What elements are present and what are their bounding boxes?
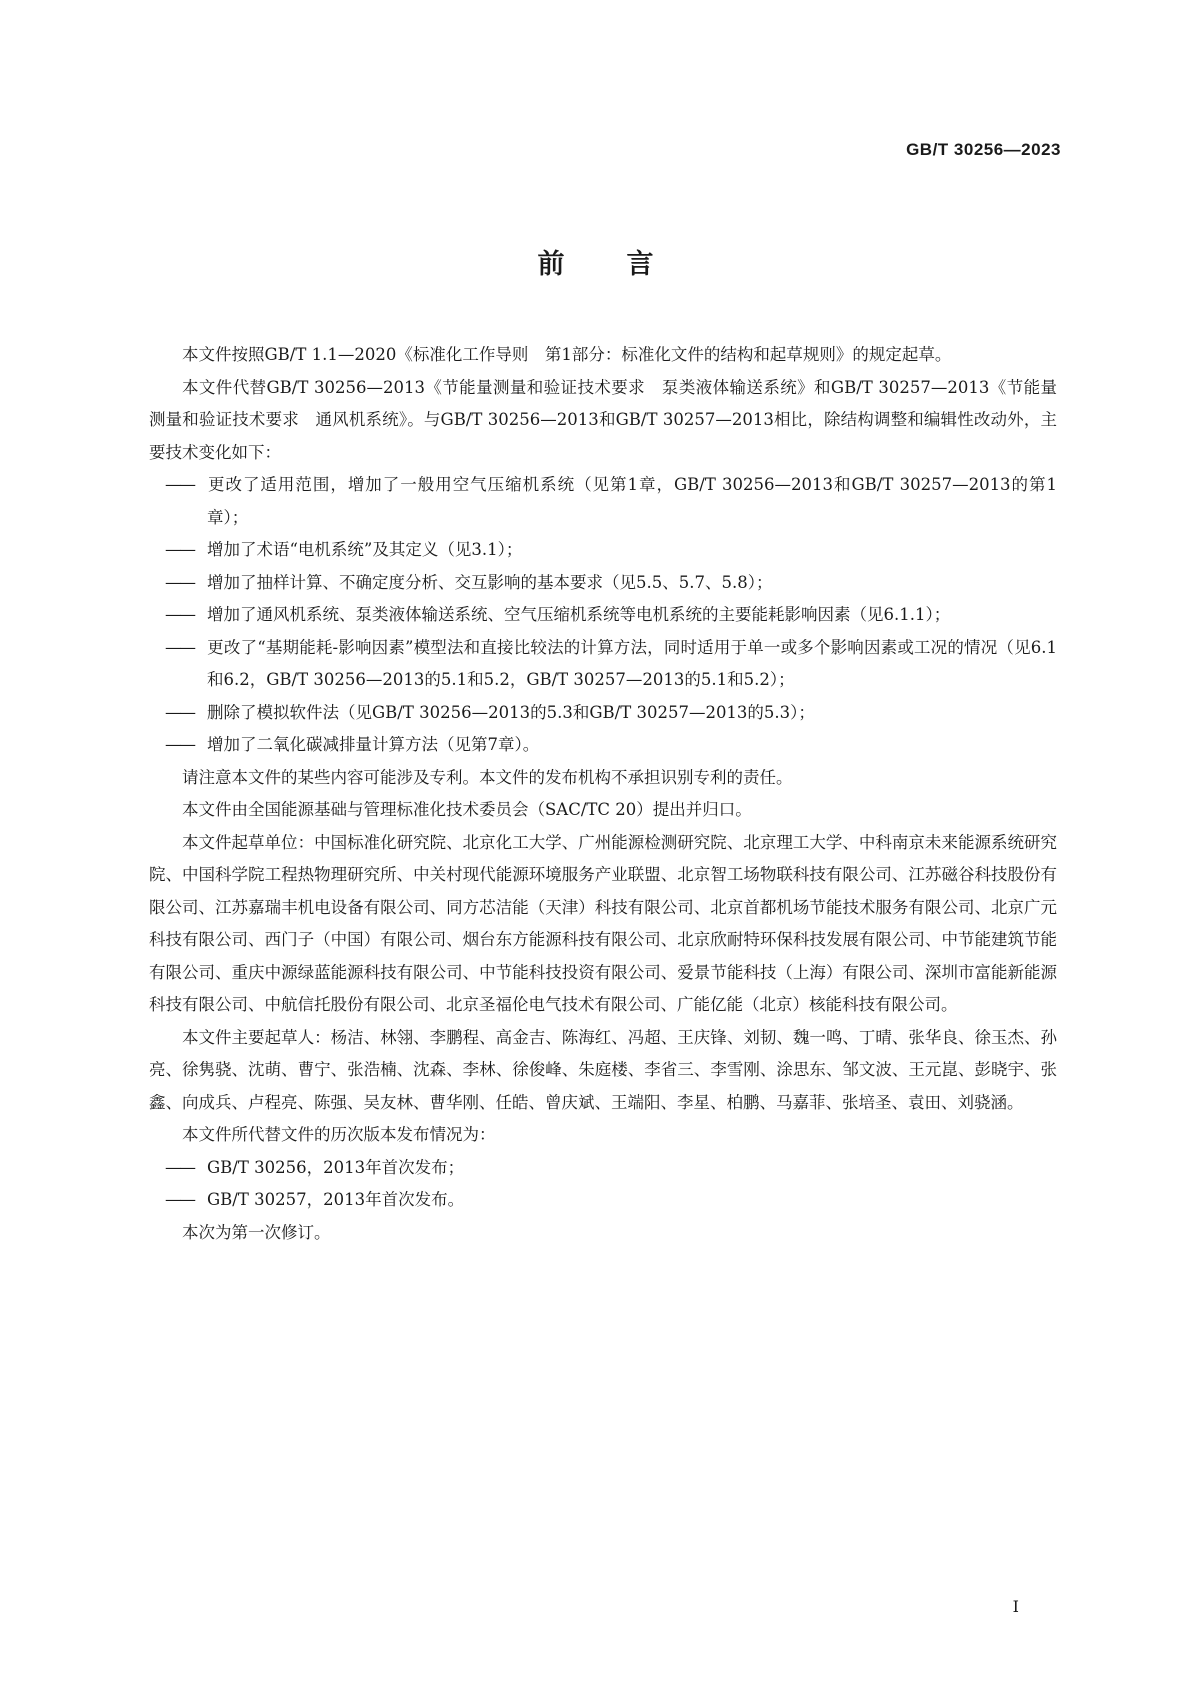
paragraph-drafting-rules: 本文件按照GB/T 1.1—2020《标准化工作导则 第1部分：标准化文件的结构和起草规则》的规定起草。: [182, 345, 952, 364]
change-item: —— 增加了抽样计算、不确定度分析、交互影响的基本要求（见5.5、5.7、5.8）；: [149, 567, 1057, 600]
page-number: Ⅰ: [1012, 1597, 1019, 1616]
change-item: —— 增加了通风机系统、泵类液体输送系统、空气压缩机系统等电机系统的主要能耗影响因素（见6.1.1）；: [149, 599, 1057, 632]
change-item: —— 更改了适用范围，增加了一般用空气压缩机系统（见第1章，GB/T 30256—2013和GB/T 30257—2013的第1章）；: [149, 469, 1057, 534]
paragraph-history-intro: 本文件所代替文件的历次版本发布情况为：: [182, 1125, 496, 1144]
change-item: —— 更改了“基期能耗-影响因素”模型法和直接比较法的计算方法，同时适用于单一或多个影响因素或工况的情况（见6.1和6.2，GB/T 30256—2013的5.1和5.2，GB/T 30257—2013的5.1和5.2）；: [149, 632, 1057, 697]
history-item: —— GB/T 30256，2013年首次发布；: [149, 1152, 1057, 1185]
standard-code: GB/T 30256—2023: [906, 140, 1061, 159]
foreword-body: [149, 339, 1057, 1249]
dash-mark: ——: [165, 572, 194, 592]
paragraph-patent-notice: 请注意本文件的某些内容可能涉及专利。本文件的发布机构不承担识别专利的责任。: [182, 767, 793, 787]
dash-mark: ——: [165, 637, 194, 657]
dash-mark: ——: [165, 702, 194, 722]
paragraph-revision-note: 本次为第一次修订。: [182, 1222, 331, 1242]
paragraph-drafting-units: 本文件起草单位：中国标准化研究院、北京化工大学、广州能源检测研究院、北京理工大学、中科南京未来能源系统研究院、中国科学院工程热物理研究所、中关村现代能源环境服务产业联盟、北京智工场物联科技有限公司、江苏磁谷科技股份有限公司、江苏嘉瑞丰机电设备有限公司、同方芯洁能（天津）科技有限公司、北京首都机场节能技术服务有限公司、北京广元科技有限公司、西门子（中国）有限公司、烟台东方能源科技有限公司、北京欣耐特环保科技发展有限公司、中节能建筑节能有限公司、重庆中源绿蓝能源科技有限公司、中节能科技投资有限公司、爱景节能科技（上海）有限公司、深圳市富能新能源科技有限公司、中航信托股份有限公司、北京圣福伦电气技术有限公司、广能亿能（北京）核能科技有限公司。: [149, 832, 1057, 1014]
dash-mark: ——: [165, 1190, 194, 1209]
dash-mark: ——: [165, 1157, 194, 1177]
dash-mark: ——: [165, 540, 194, 559]
dash-mark: ——: [165, 605, 194, 624]
dash-mark: ——: [165, 735, 194, 754]
dash-mark: ——: [165, 475, 194, 494]
change-item: —— 增加了二氧化碳减排量计算方法（见第7章）。: [149, 729, 1057, 762]
paragraph-replaces: 本文件代替GB/T 30256—2013《节能量测量和验证技术要求 泵类液体输送系统》和GB/T 30257—2013《节能量测量和验证技术要求 通风机系统》。与GB/T 30256—2013和GB/T 30257—2013相比，除结构调整和编辑性改动外，主要技术变化如下：: [149, 377, 1057, 462]
page-title: 前言: [537, 249, 716, 280]
history-item: —— GB/T 30257，2013年首次发布。: [149, 1184, 1057, 1217]
paragraph-drafters: 本文件主要起草人：杨洁、林翎、李鹏程、高金吉、陈海红、冯超、王庆锋、刘韧、魏一鸣、丁晴、张华良、徐玉杰、孙亮、徐隽骁、沈萌、曹宁、张浩楠、沈森、李林、徐俊峰、朱庭楼、李省三、李雪刚、涂思东、邹文波、王元崑、彭晓宇、张鑫、向成兵、卢程亮、陈强、吴友林、曹华刚、任皓、曾庆斌、王端阳、李星、柏鹏、马嘉菲、张培圣、袁田、刘骁涵。: [149, 1027, 1057, 1112]
paragraph-proposed-by: 本文件由全国能源基础与管理标准化技术委员会（SAC/TC 20）提出并归口。: [182, 800, 752, 819]
change-item: —— 删除了模拟软件法（见GB/T 30256—2013的5.3和GB/T 30257—2013的5.3）；: [149, 697, 1057, 730]
change-item: —— 增加了术语“电机系统”及其定义（见3.1）；: [149, 534, 1057, 567]
